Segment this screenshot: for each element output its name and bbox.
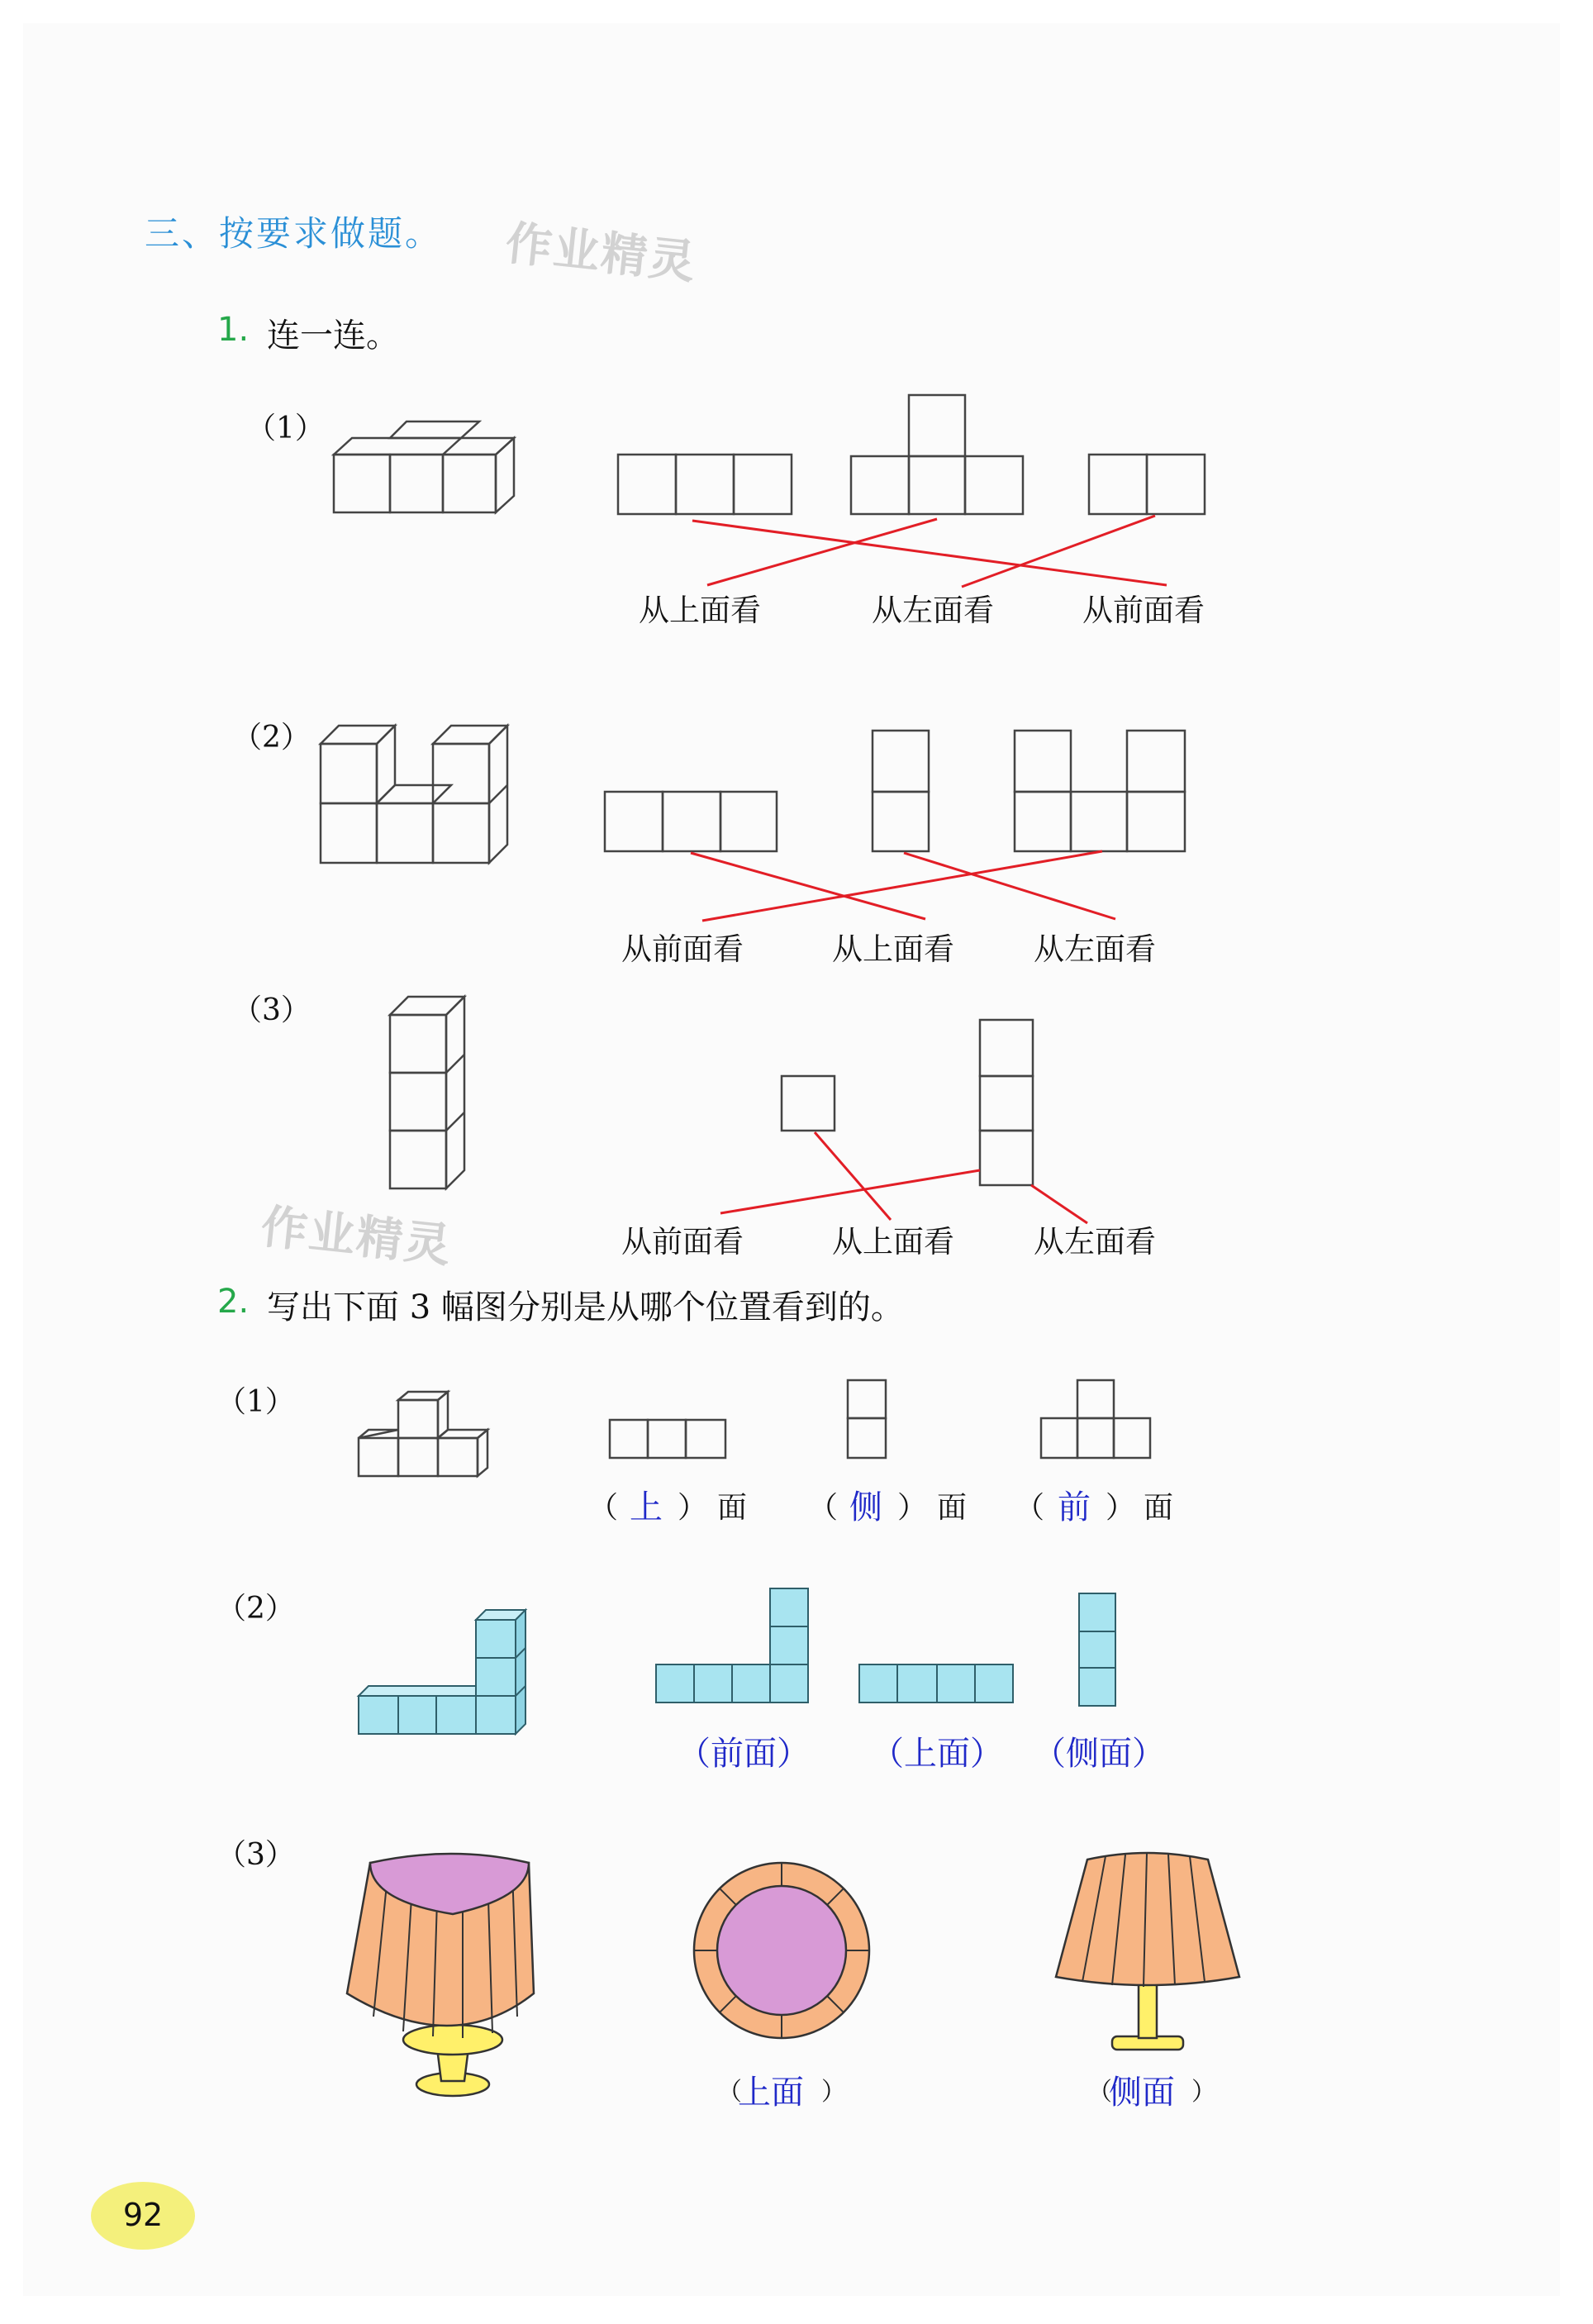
paren-open: （ (588, 1491, 619, 1525)
q1-part1-view-c (1089, 455, 1205, 514)
q1-part1-solid (334, 421, 514, 512)
q2-part2-label: （2） (216, 1592, 295, 1626)
paren-close: ） (1191, 2078, 1216, 2107)
q2-part1-label: （1） (216, 1385, 295, 1419)
q1-part3-view-a (782, 1076, 835, 1131)
view-label: 从前面看 (1082, 593, 1205, 628)
view-label: 从上面看 (832, 1224, 954, 1260)
question-2-number: 2. (217, 1283, 250, 1321)
paren-open: （ (1087, 2078, 1112, 2107)
face-suffix: 面 (937, 1491, 968, 1525)
view-label: 从上面看 (832, 931, 954, 967)
q2-part1-view-top (610, 1420, 725, 1458)
face-suffix: 面 (717, 1491, 748, 1525)
answer-side: 侧 (849, 1488, 882, 1526)
paren-close: ） (897, 1491, 928, 1525)
q1-part1-view-b (851, 395, 1023, 514)
page-number: 92 (122, 2197, 164, 2233)
q1-part2-solid (321, 726, 507, 863)
q1-part2-label: （2） (232, 721, 311, 755)
view-label: 从左面看 (1034, 931, 1156, 967)
answer-top-view: 上面 (738, 2074, 804, 2112)
watermark: 作业精灵 (502, 217, 700, 290)
q2-part2-view-top (859, 1664, 1013, 1703)
q1-part1-view-a (618, 455, 792, 514)
matching-lines (691, 516, 1167, 1223)
q2-part1-view-side (848, 1380, 886, 1458)
q1-part1-label: （1） (246, 412, 325, 445)
q1-part2-view-b (873, 731, 929, 851)
view-label: 从上面看 (639, 593, 761, 628)
lamp-perspective (347, 1854, 534, 2096)
view-label: 从前面看 (621, 931, 744, 967)
paren-open: （ (717, 2078, 742, 2107)
answer-side-view: （侧面） (1033, 1735, 1165, 1773)
paren-close: ） (678, 1491, 708, 1525)
q1-part2-view-a (605, 792, 777, 851)
q1-part3-view-b (980, 1020, 1033, 1185)
view-label: 从前面看 (621, 1224, 744, 1260)
view-label: 从左面看 (872, 593, 994, 628)
q1-part2-view-c (1015, 731, 1185, 851)
view-label: 从左面看 (1034, 1224, 1156, 1260)
answer-top: 上 (630, 1488, 663, 1526)
paren-open: （ (808, 1491, 839, 1525)
watermark: 作业精灵 (258, 1200, 455, 1274)
q2-part3-label: （3） (216, 1838, 295, 1872)
answer-front-view: （前面） (678, 1735, 810, 1773)
question-1-number: 1. (217, 311, 250, 349)
lamp-side-view (1056, 1853, 1239, 2050)
paren-open: （ (1015, 1491, 1045, 1525)
answer-side-view: 侧面 (1109, 2074, 1175, 2112)
lamp-top-view (694, 1863, 869, 2038)
q1-part3-label: （3） (232, 993, 311, 1027)
question-2-text: 写出下面 3 幅图分别是从哪个位置看到的。 (267, 1288, 904, 1326)
q1-part3-solid (390, 997, 464, 1188)
answer-front: 前 (1058, 1488, 1091, 1526)
q2-part2-view-front (656, 1588, 808, 1703)
face-suffix: 面 (1144, 1491, 1174, 1525)
q2-part1-solid (359, 1392, 487, 1476)
section-title: 三、按要求做题。 (145, 213, 443, 254)
q2-part2-solid (359, 1610, 525, 1734)
paren-close: ） (1106, 1491, 1136, 1525)
answer-top-view: （上面） (871, 1735, 1003, 1773)
q2-part1-view-front (1041, 1380, 1150, 1458)
paren-close: ） (821, 2078, 846, 2107)
q2-part2-view-side (1079, 1593, 1115, 1706)
question-1-text: 连一连。 (267, 317, 399, 355)
